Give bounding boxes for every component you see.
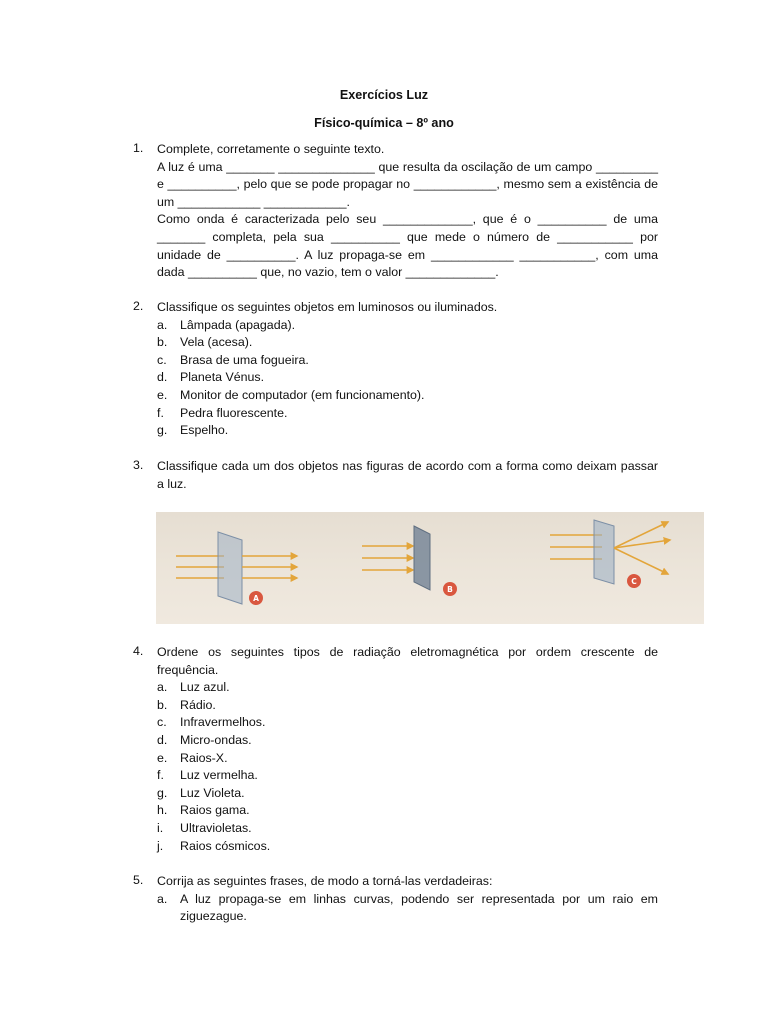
page-subtitle: Físico-química – 8º ano bbox=[314, 116, 454, 130]
list-item bbox=[157, 732, 658, 750]
option-letter: c. bbox=[157, 352, 167, 367]
list-item bbox=[157, 714, 658, 732]
list-item bbox=[157, 697, 658, 715]
option-text: Raios cósmicos. bbox=[180, 838, 271, 853]
option-text: Planeta Vénus. bbox=[180, 370, 265, 385]
question-1-paragraph-2: Como onda é caracterizada pelo seu _____________, que é o __________ de uma _______ completa, pela sua __________ que mede o número de ___________ por unidade de __________. A luz propaga-se em ____________ ___________, com uma dada __________ que, no vazio, tem o valor _____________. bbox=[157, 212, 658, 280]
list-item bbox=[157, 405, 658, 423]
option-text: A luz propaga-se em linhas curvas, podendo ser representada por um raio em ziguezague. bbox=[180, 891, 658, 924]
option-letter: g. bbox=[157, 423, 168, 438]
figure-b-opaque bbox=[362, 526, 457, 596]
scattered-ray bbox=[614, 548, 668, 574]
list-item bbox=[157, 387, 658, 405]
figure-svg bbox=[156, 512, 704, 624]
option-text: Monitor de computador (em funcionamento). bbox=[180, 387, 425, 402]
option-letter: h. bbox=[157, 803, 168, 818]
option-text: Vela (acesa). bbox=[180, 335, 253, 350]
question-4-options bbox=[157, 679, 658, 855]
option-letter: f. bbox=[157, 768, 164, 783]
list-item bbox=[157, 767, 658, 785]
list-item bbox=[157, 750, 658, 768]
page-title: Exercícios Luz bbox=[339, 88, 429, 102]
label-a: A bbox=[253, 593, 259, 603]
question-2 bbox=[133, 299, 658, 440]
option-text: Luz vermelha. bbox=[180, 768, 258, 783]
list-item bbox=[157, 820, 658, 838]
option-letter: b. bbox=[157, 697, 168, 712]
option-text: Ultravioletas. bbox=[180, 820, 252, 835]
figure-c-translucent bbox=[550, 520, 670, 588]
list-item bbox=[157, 369, 658, 387]
option-text: Luz Violeta. bbox=[180, 785, 245, 800]
option-letter: e. bbox=[157, 750, 168, 765]
list-item bbox=[157, 838, 658, 856]
option-letter: a. bbox=[157, 317, 168, 332]
figure-a-transparent bbox=[176, 532, 297, 605]
question-number: 1. bbox=[133, 141, 144, 155]
option-letter: c. bbox=[157, 715, 167, 730]
option-letter: d. bbox=[157, 370, 168, 385]
option-letter: a. bbox=[157, 680, 168, 695]
option-text: Pedra fluorescente. bbox=[180, 405, 288, 420]
list-item bbox=[157, 317, 658, 335]
question-2-options bbox=[157, 317, 658, 440]
option-letter: f. bbox=[157, 405, 164, 420]
option-text: Brasa de uma fogueira. bbox=[180, 352, 309, 367]
question-number: 2. bbox=[133, 299, 144, 313]
question-1 bbox=[133, 141, 658, 282]
question-2-text: Classifique os seguintes objetos em luminosos ou iluminados. bbox=[157, 300, 498, 314]
translucent-plate bbox=[594, 520, 614, 584]
option-text: Espelho. bbox=[180, 423, 229, 438]
option-text: Luz azul. bbox=[180, 680, 230, 695]
light-transmission-figure bbox=[156, 512, 704, 624]
question-4-text: Ordene os seguintes tipos de radiação eletromagnética por ordem crescente de frequência. bbox=[157, 645, 658, 677]
list-item bbox=[157, 785, 658, 803]
list-item bbox=[157, 802, 658, 820]
option-letter: j. bbox=[157, 838, 164, 853]
label-b: B bbox=[447, 584, 453, 594]
question-4 bbox=[133, 644, 658, 855]
option-letter: g. bbox=[157, 785, 168, 800]
option-text: Lâmpada (apagada). bbox=[180, 317, 296, 332]
question-number: 4. bbox=[133, 644, 144, 658]
option-text: Raios-X. bbox=[180, 750, 228, 765]
list-item bbox=[157, 334, 658, 352]
list-item bbox=[157, 679, 658, 697]
option-letter: b. bbox=[157, 335, 168, 350]
option-text: Raios gama. bbox=[180, 803, 250, 818]
option-text: Rádio. bbox=[180, 697, 216, 712]
question-5 bbox=[133, 873, 658, 926]
question-5-options bbox=[157, 891, 658, 926]
opaque-plate bbox=[414, 526, 430, 590]
option-letter: a. bbox=[157, 891, 168, 906]
question-number: 3. bbox=[133, 458, 144, 472]
option-letter: d. bbox=[157, 732, 168, 747]
option-letter: e. bbox=[157, 387, 168, 402]
list-item bbox=[157, 422, 658, 440]
list-item bbox=[157, 891, 658, 926]
option-text: Infravermelhos. bbox=[180, 715, 266, 730]
question-5-text: Corrija as seguintes frases, de modo a torná-las verdadeiras: bbox=[157, 874, 493, 888]
question-number: 5. bbox=[133, 873, 144, 887]
question-1-paragraph-1: A luz é uma _______ ______________ que resulta da oscilação de um campo _________ e __________, pelo que se pode propagar no ____________, mesmo sem a existência de um ____________ ____________. bbox=[157, 159, 658, 209]
list-item bbox=[157, 352, 658, 370]
option-text: Micro-ondas. bbox=[180, 732, 252, 747]
option-letter: i. bbox=[157, 820, 164, 835]
label-c: C bbox=[631, 576, 637, 586]
question-3 bbox=[133, 458, 658, 493]
transparent-plate bbox=[218, 532, 242, 604]
question-1-intro: Complete, corretamente o seguinte texto. bbox=[157, 142, 385, 156]
question-3-text: Classifique cada um dos objetos nas figuras de acordo com a forma como deixam passar a luz. bbox=[157, 459, 658, 491]
